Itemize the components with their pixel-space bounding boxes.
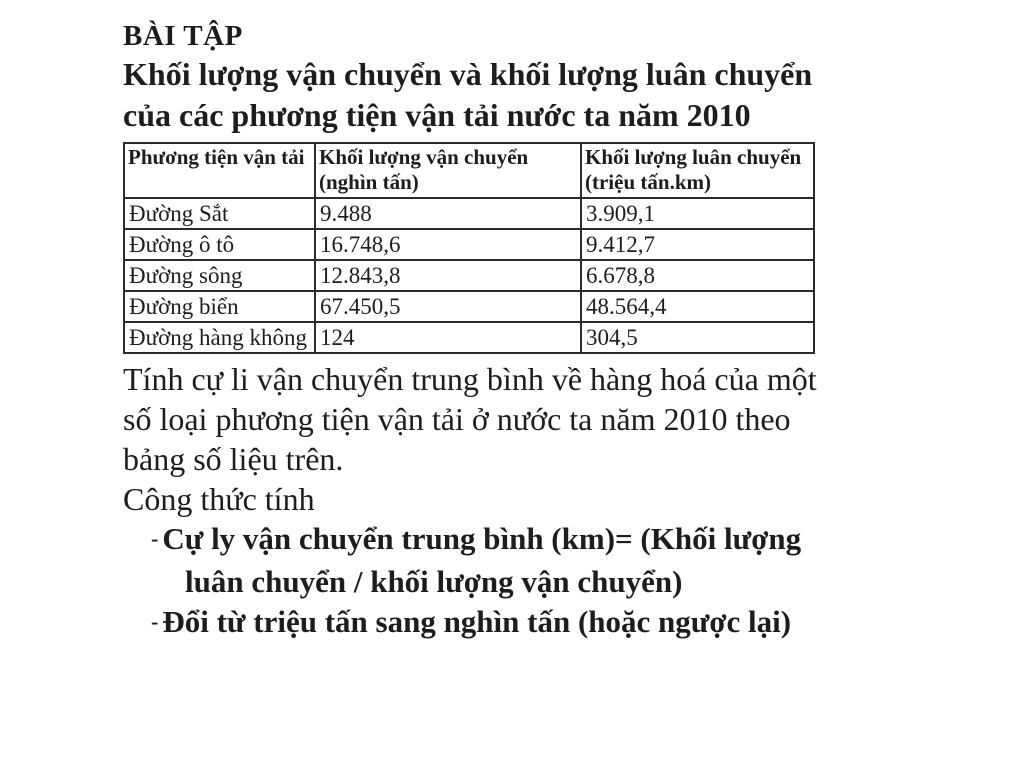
task-paragraph-line: Tính cự li vận chuyển trung bình về hàng hoá của một	[123, 361, 817, 397]
van-chuyen-cell: 124	[315, 322, 581, 353]
van-chuyen-cell: 9.488	[315, 198, 581, 229]
table-row	[124, 198, 814, 229]
table-header-row	[124, 143, 814, 198]
luan-chuyen-cell: 48.564,4	[581, 291, 814, 322]
table-row	[124, 229, 814, 260]
column-header-luan-chuyen-label: Khối lượng luân chuyển	[585, 145, 802, 169]
luan-chuyen-cell: 9.412,7	[581, 229, 814, 260]
van-chuyen-cell: 16.748,6	[315, 229, 581, 260]
bullet-dash: -	[151, 609, 159, 634]
column-header-van-chuyen-label: Khối lượng vận chuyển	[319, 145, 529, 169]
formula-bullet-2-text: Đổi từ triệu tấn sang nghìn tấn (hoặc ngược lại)	[162, 604, 792, 639]
formula-bullet-2	[123, 602, 913, 645]
transport-data-table	[123, 142, 815, 354]
column-header-luan-chuyen-unit: (triệu tấn.km)	[585, 170, 711, 194]
mode-cell: Đường biển	[124, 291, 315, 322]
van-chuyen-cell: 67.450,5	[315, 291, 581, 322]
formula-bullet-1-text: Cự ly vận chuyển trung bình (km)= (Khối lượng	[162, 521, 802, 556]
table-row	[124, 322, 814, 353]
formula-heading: Công thức tính	[123, 481, 315, 517]
luan-chuyen-cell: 6.678,8	[581, 260, 814, 291]
mode-cell: Đường Sắt	[124, 198, 315, 229]
task-paragraph-line: số loại phương tiện vận tải ở nước ta năm 2010 theo	[123, 401, 791, 437]
column-header-mode-label: Phương tiện vận tải	[128, 145, 305, 169]
column-header-mode	[124, 143, 315, 198]
document-title-line1: Khối lượng vận chuyển và khối lượng luân chuyển	[123, 56, 813, 92]
table-row	[124, 260, 814, 291]
mode-cell: Đường hàng không	[124, 322, 315, 353]
table-header	[124, 143, 814, 198]
column-header-van-chuyen	[315, 143, 581, 198]
table-row	[124, 291, 814, 322]
luan-chuyen-cell: 3.909,1	[581, 198, 814, 229]
column-header-luan-chuyen	[581, 143, 814, 198]
luan-chuyen-cell: 304,5	[581, 322, 814, 353]
document-title-line2: của các phương tiện vận tải nước ta năm 2010	[123, 97, 751, 133]
task-paragraph-line: bảng số liệu trên.	[123, 441, 344, 477]
mode-cell: Đường sông	[124, 260, 315, 291]
van-chuyen-cell: 12.843,8	[315, 260, 581, 291]
formula-bullet-1-line-1	[123, 519, 913, 562]
task-paragraph	[123, 359, 913, 479]
column-header-van-chuyen-unit: (nghìn tấn)	[319, 170, 419, 194]
document-content	[123, 18, 913, 645]
mode-cell: Đường ô tô	[124, 229, 315, 260]
formula-bullet-1-line-2: luân chuyển / khối lượng vận chuyển)	[185, 564, 683, 599]
bullet-dash: -	[151, 526, 159, 551]
exercise-label: BÀI TẬP	[123, 20, 243, 52]
table-body	[124, 198, 814, 353]
